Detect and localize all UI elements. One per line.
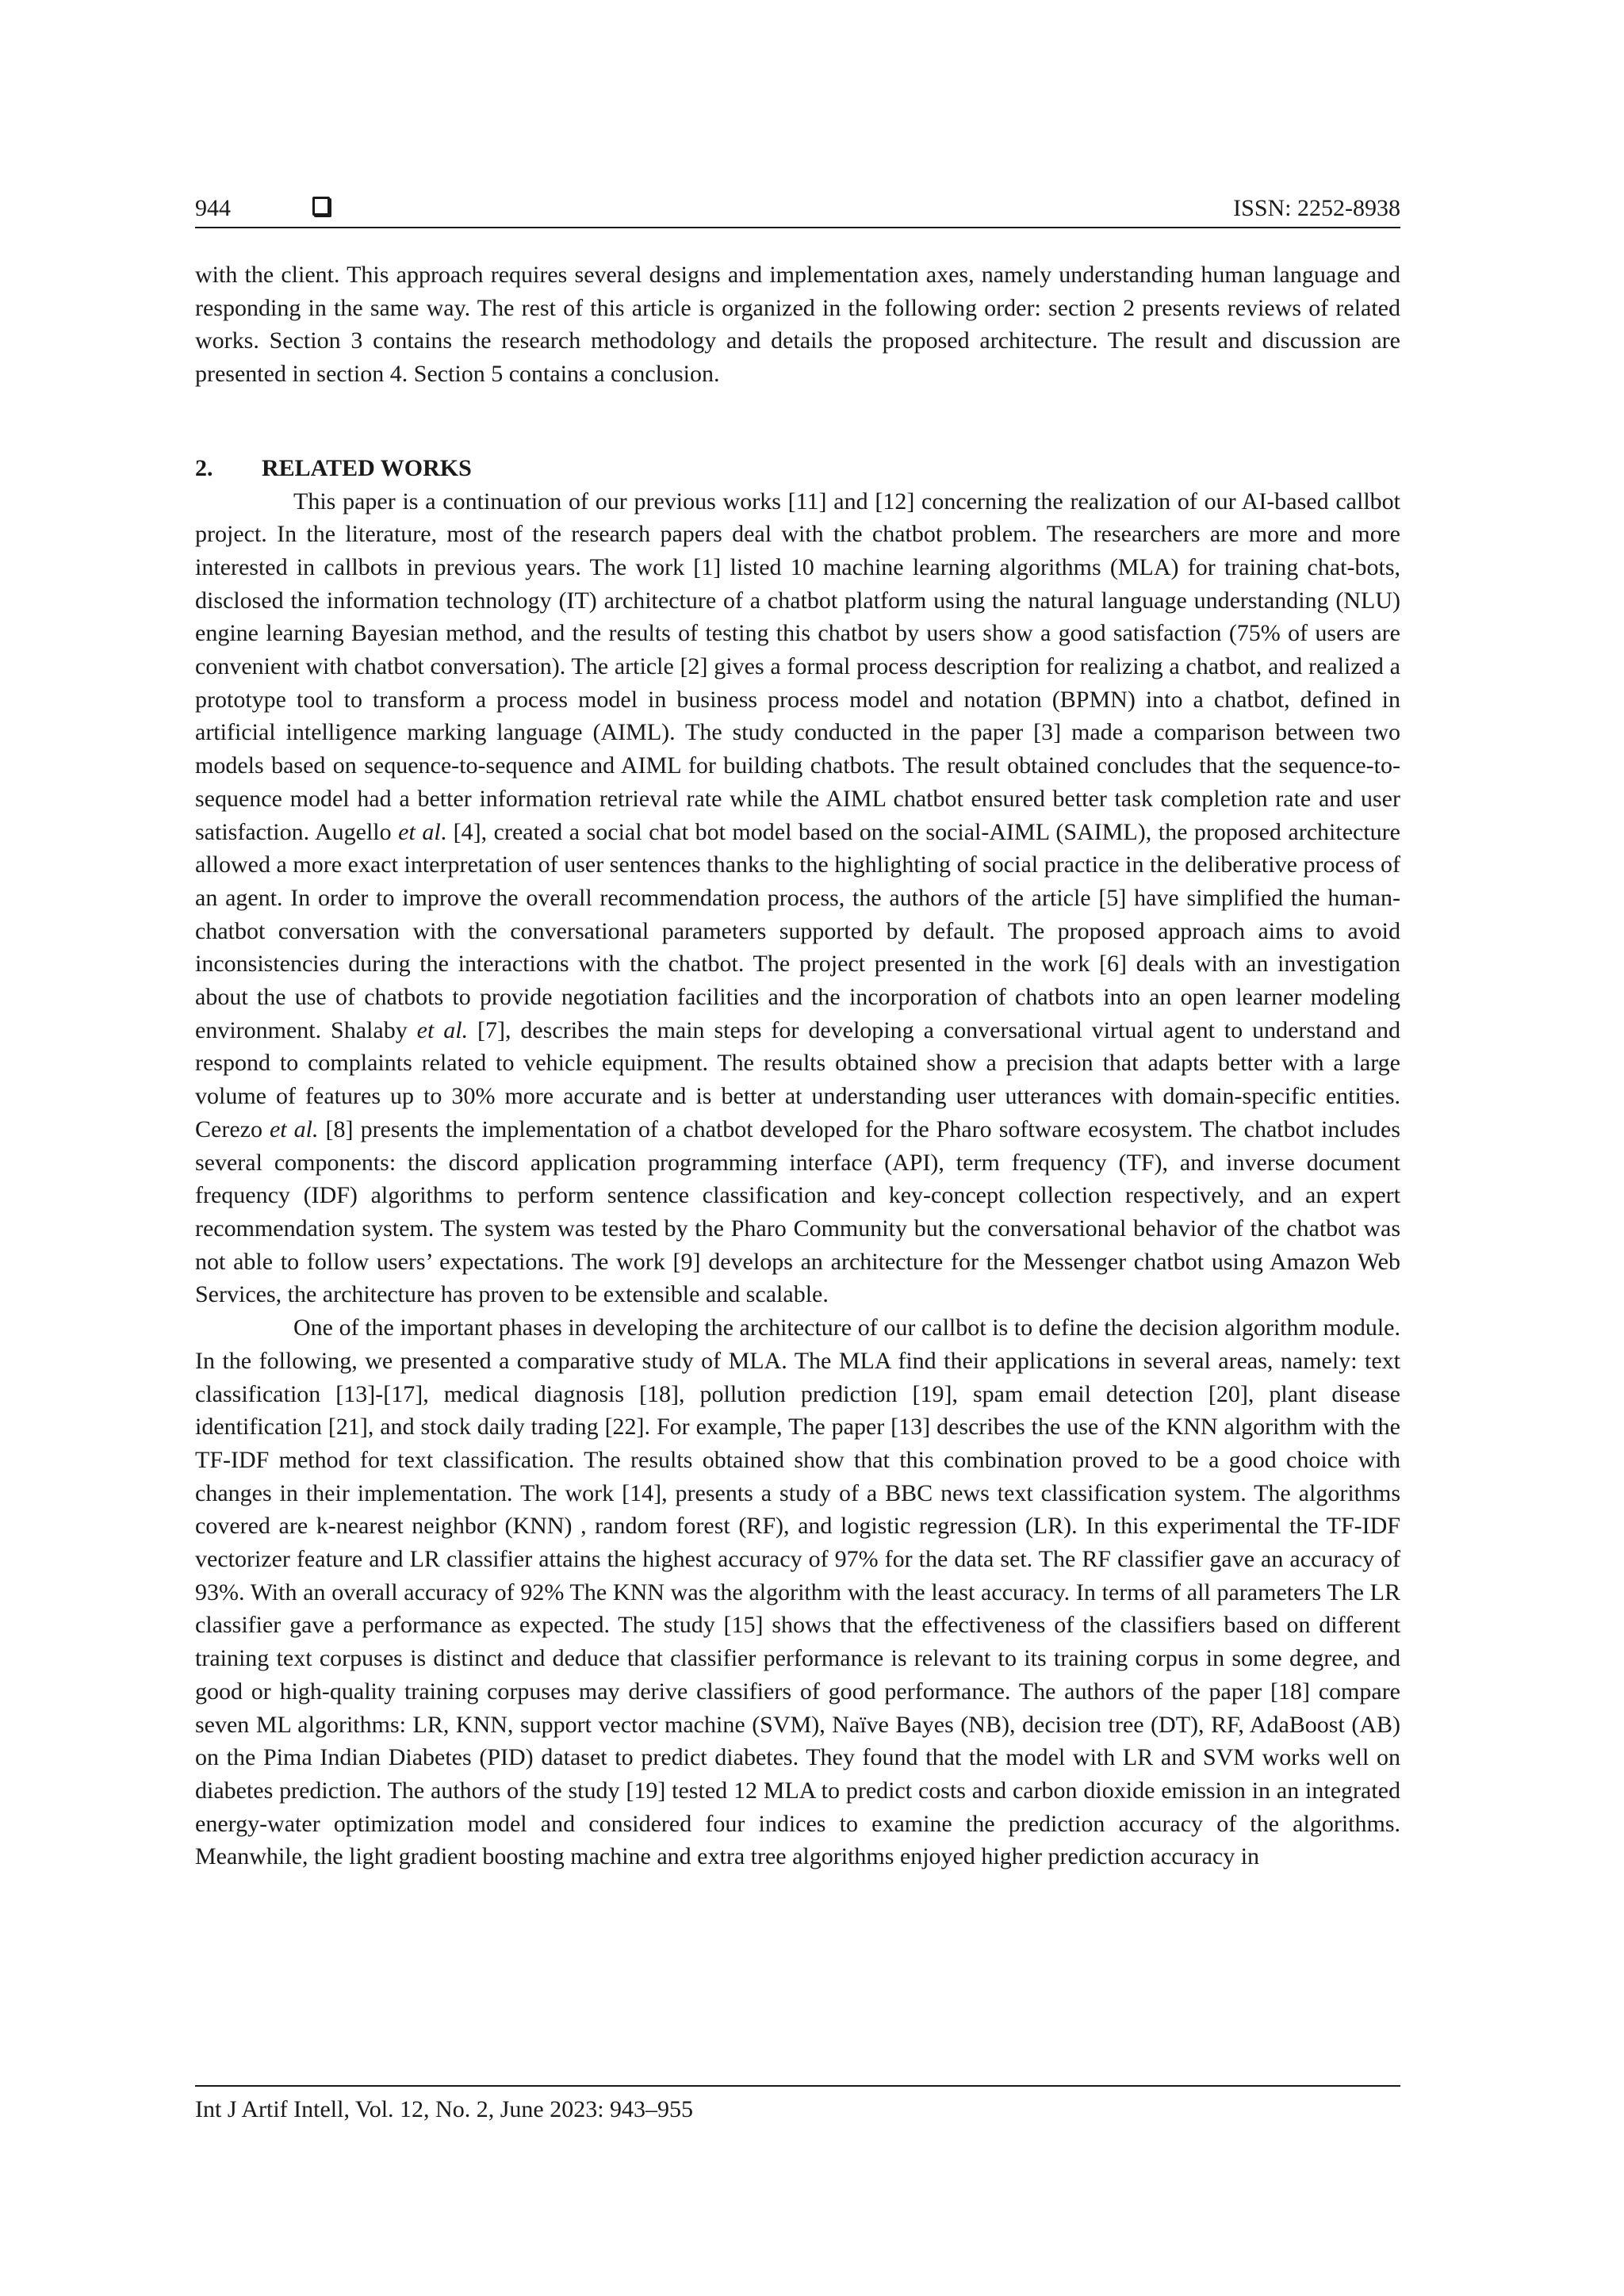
issn-label: ISSN: 2252-8938 (1233, 195, 1400, 221)
page-footer (195, 2085, 1400, 2123)
et-al-text: et al (398, 818, 441, 845)
square-box-icon (312, 197, 330, 216)
related-works-paragraph-2: One of the important phases in developing the architecture of our callbot is to define the decision algorithm module. In the following, we presented a comparative study of MLA. The MLA find their applications in several areas, namely: text classification [13]-[17], medical diagnosis [18], pollution prediction [19], spam email detection [20], plant disease identification [21], and stock daily trading [22]. For example, The paper [13] describes the use of the KNN algorithm with the TF-IDF method for text classification. The results obtained show that this combination proved to be a good choice with changes in their implementation. The work [14], presents a study of a BBC news text classification system. The algorithms covered are k-nearest neighbor (KNN) , random forest (RF), and logistic regression (LR). In this experimental the TF-IDF vectorizer feature and LR classifier attains the highest accuracy of 97% for the data set. The RF classifier gave an accuracy of 93%. With an overall accuracy of 92% The KNN was the algorithm with the least accuracy. In terms of all parameters The LR classifier gave a performance as expected. The study [15] shows that the effectiveness of the classifiers based on different training text corpuses is distinct and deduce that classifier performance is relevant to its training corpus in some degree, and good or high-quality training corpuses may derive classifiers of good performance. The authors of the paper [18] compare seven ML algorithms: LR, KNN, support vector machine (SVM), Naïve Bayes (NB), decision tree (DT), RF, AdaBoost (AB) on the Pima Indian Diabetes (PID) dataset to predict diabetes. They found that the model with LR and SVM works well on diabetes prediction. The authors of the study [19] tested 12 MLA to predict costs and carbon dioxide emission in an integrated energy-water optimization model and considered four indices to examine the prediction accuracy of the algorithms. Meanwhile, the light gradient boosting machine and extra tree algorithms enjoyed higher prediction accuracy in (195, 1314, 1400, 1870)
section-heading (195, 452, 1400, 485)
paragraph-text: [8] presents the implementation of a chatbot developed for the Pharo software ecosystem. The chatbot includes several components: the discord application programming interface (API), term frequency (TF), and inverse document frequency (IDF) algorithms to perform sentence classification and key-concept collection respectively, and an expert recommendation system. The system was tested by the Pharo Community but the conversational behavior of the chatbot was not able to follow users’ expectations. The work [9] develops an architecture for the Messenger chatbot using Amazon Web Services, the architecture has proven to be extensible and scalable. (195, 1115, 1400, 1308)
intro-paragraph: with the client. This approach requires several designs and implementation axes, namely understanding human language and responding in the same way. The rest of this article is organized in the following order: section 2 presents reviews of related works. Section 3 contains the research methodology and details the proposed architecture. The result and discussion are presented in section 4. Section 5 contains a conclusion. (195, 262, 1400, 388)
paragraph-text: . [4], created a social chat bot model based on the social-AIML (SAIML), the proposed architecture allowed a more exact interpretation of user sentences thanks to the highlighting of social practice in the deliberative process of an agent. In order to improve the overall recommendation process, the authors of the article [5] have simplified the human-chatbot conversation with the conversational parameters supported by default. The proposed approach aims to avoid inconsistencies during the interactions with the chatbot. The project presented in the work [6] deals with an investigation about the use of chatbots to provide negotiation facilities and the incorporation of chatbots into an open learner modeling environment. Shalaby (195, 818, 1400, 1043)
et-al-text: et al. (416, 1016, 469, 1043)
page-body (195, 258, 1400, 1873)
section-number: 2. (195, 454, 213, 481)
related-works-paragraph-1 (195, 485, 1400, 1312)
paragraph-text: [7], describes the main steps for developing a conversational virtual agent to understand and respond to complaints related to vehicle equipment. The results obtained show a precision that adapts better with a large volume of features up to 30% more accurate and is better at understanding user utterances with domain-specific entities. Cerezo (195, 1016, 1400, 1142)
et-al-text: et al. (269, 1115, 319, 1142)
section-title: RELATED WORKS (262, 454, 472, 481)
page-number: 944 (195, 195, 231, 221)
paragraph-text: This paper is a continuation of our previous works [11] and [12] concerning the realization of our AI-based callbot project. In the literature, most of the research papers deal with the chatbot problem. The researchers are more and more interested in callbots in previous years. The work [1] listed 10 machine learning algorithms (MLA) for training chat-bots, disclosed the information technology (IT) architecture of a chatbot platform using the natural language understanding (NLU) engine learning Bayesian method, and the results of testing this chatbot by users show a good satisfaction (75% of users are convenient with chatbot conversation). The article [2] gives a formal process description for realizing a chatbot, and realized a prototype tool to transform a process model in business process model and notation (BPMN) into a chatbot, defined in artificial intelligence marking language (AIML). The study conducted in the paper [3] made a comparison between two models based on sequence-to-sequence and AIML for building chatbots. The result obtained concludes that the sequence-to-sequence model had a better information retrieval rate while the AIML chatbot ensured better task completion rate and user satisfaction. Augello (195, 488, 1400, 845)
page-header (195, 190, 1400, 228)
journal-citation: Int J Artif Intell, Vol. 12, No. 2, June 2023: 943–955 (195, 2096, 694, 2122)
